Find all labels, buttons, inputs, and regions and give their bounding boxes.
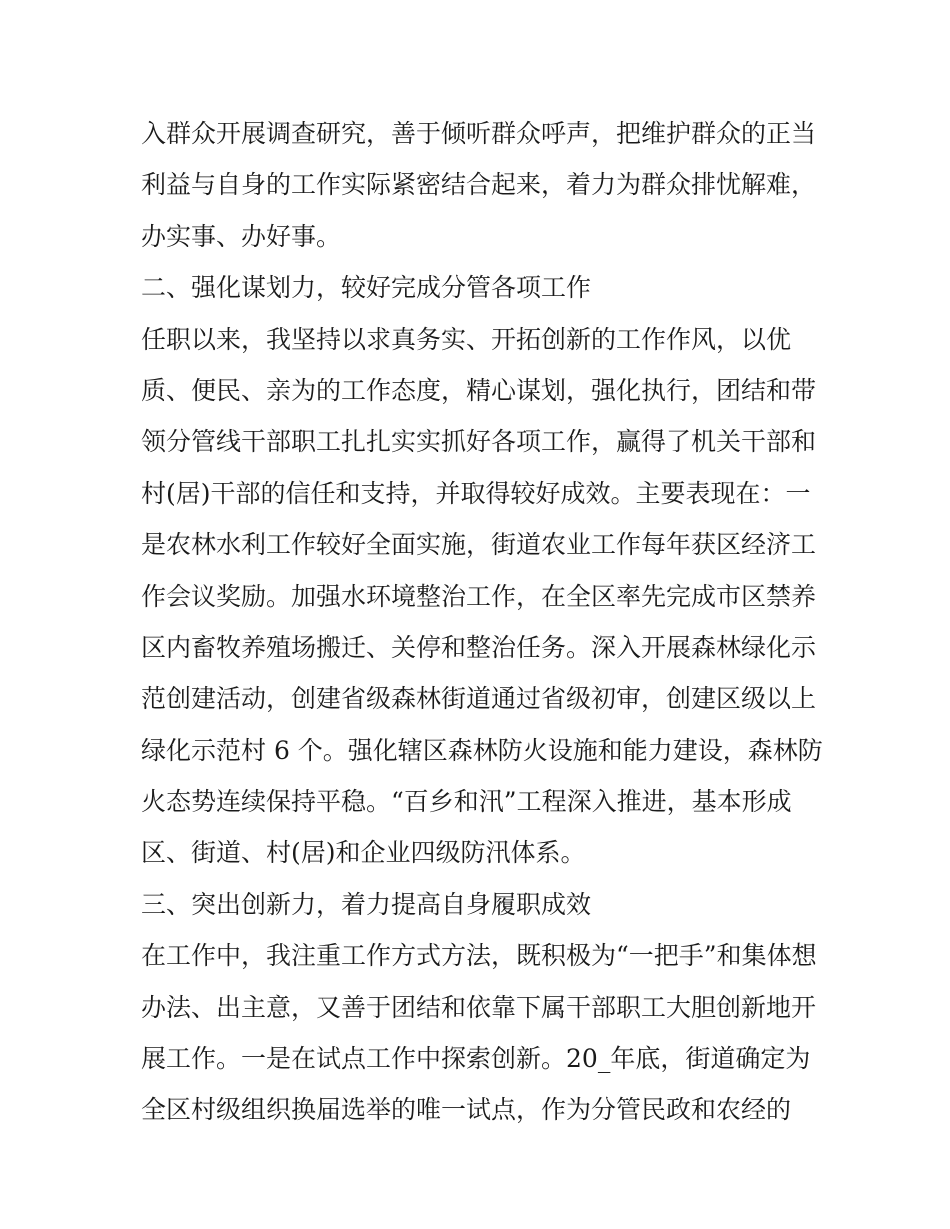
text-line: 绿化示范村 6 个。强化辖区森林防火设施和能力建设，森林防	[141, 735, 823, 765]
body-text	[141, 108, 821, 1136]
text-line: 利益与自身的工作实际紧密结合起来，着力为群众排忧解难，	[141, 170, 817, 200]
text-line: 办实事、办好事。	[141, 221, 342, 251]
section-heading: 二、强化谋划力，较好完成分管各项工作	[141, 273, 592, 303]
text-line: 入群众开展调查研究，善于倾听群众呼声，把维护群众的正当	[141, 119, 817, 148]
text-line: 领分管线干部职工扎扎实实抓好各项工作，赢得了机关干部和	[141, 427, 817, 457]
text-line: 任职以来，我坚持以求真务实、开拓创新的工作作风，以优	[141, 324, 792, 354]
text-line: 在工作中，我注重工作方式方法，既积极为“一把手”和集体想	[141, 941, 817, 971]
text-line: 区、街道、村(居)和企业四级防汛体系。	[141, 838, 586, 868]
text-line: 区内畜牧养殖场搬迁、关停和整治任务。深入开展森林绿化示	[141, 632, 817, 662]
text-line: 质、便民、亲为的工作态度，精心谋划，强化执行，团结和带	[141, 375, 817, 405]
text-line: 作会议奖励。加强水环境整治工作，在全区率先完成市区禁养	[141, 581, 817, 611]
text-line: 全区村级组织换届选举的唯一试点，作为分管民政和农经的	[141, 1095, 792, 1125]
text-line: 是农林水利工作较好全面实施，街道农业工作每年获区经济工	[141, 530, 817, 560]
text-line: 火态势连续保持平稳。“百乡和汛”工程深入推进，基本形成	[141, 787, 792, 817]
section-heading: 三、突出创新力，着力提高自身履职成效	[141, 889, 592, 919]
text-line: 展工作。一是在试点工作中探索创新。20_年底，街道确定为	[141, 1044, 811, 1074]
text-line: 范创建活动，创建省级森林街道通过省级初审，创建区级以上	[141, 684, 817, 714]
text-line: 办法、出主意，又善于团结和依靠下属干部职工大胆创新地开	[141, 992, 817, 1022]
text-line: 村(居)干部的信任和支持，并取得较好成效。主要表现在：一	[141, 478, 811, 508]
